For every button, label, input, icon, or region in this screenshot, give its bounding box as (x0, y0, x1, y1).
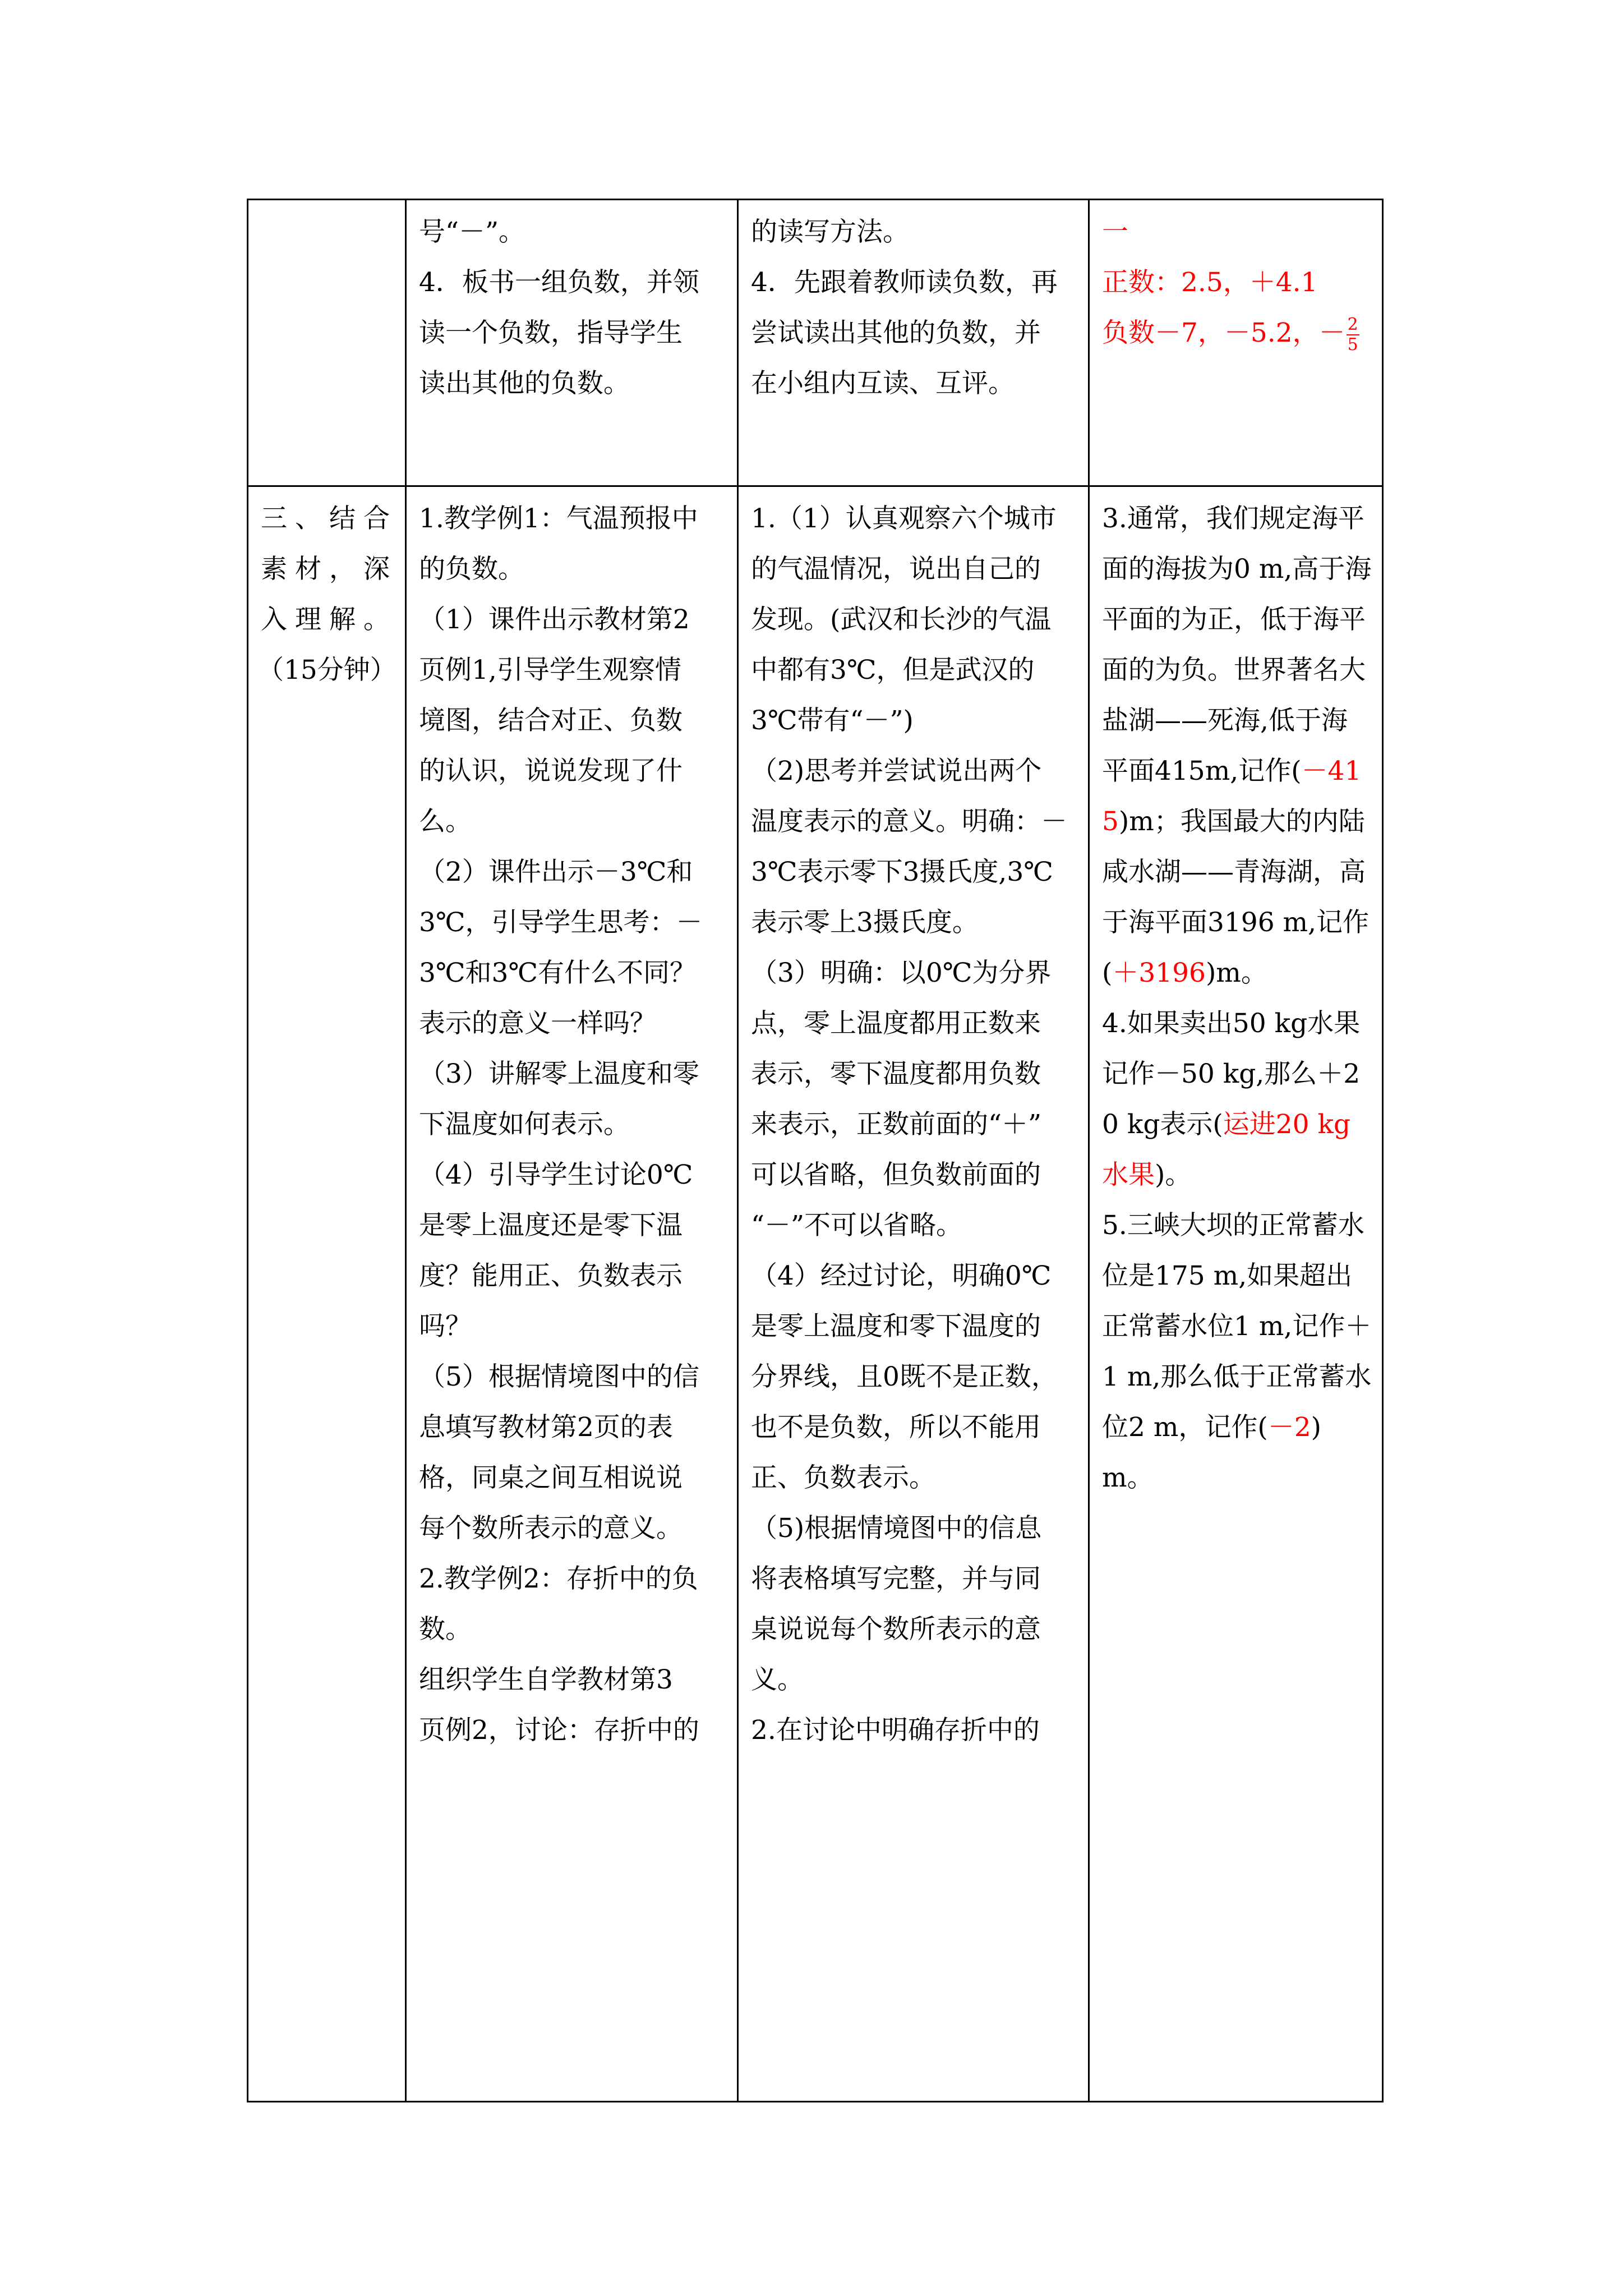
answer-text: ＋3196 (1112, 958, 1206, 988)
fraction-denominator: 5 (1347, 335, 1358, 355)
text-line: 可以省略，但负数前面的 (751, 1159, 1041, 1190)
text-line: 将表格填写完整，并与同 (751, 1563, 1041, 1594)
text-line: 分界线，且0既不是正数， (751, 1361, 1058, 1392)
stage-duration: （15分钟） (257, 655, 396, 685)
text-line: 页例2，讨论：存折中的 (419, 1715, 699, 1746)
text-line: 3℃表示零下3摄氏度,3℃ (751, 857, 1053, 887)
text-line: （4）经过讨论，明确0℃ (751, 1260, 1052, 1291)
text-line: 下温度如何表示。 (419, 1109, 630, 1140)
positive-label: 正数： (1102, 267, 1181, 298)
text-line: 表示零上3摄氏度。 (751, 907, 979, 938)
answer-text: －415 (1102, 756, 1362, 837)
text-line: 是零上温度和零下温度的 (751, 1311, 1041, 1342)
text-line: 是零上温度还是零下温 (419, 1210, 683, 1241)
text-line: 桌说说每个数所表示的意 (751, 1614, 1041, 1645)
text-line: （3）讲解零上温度和零 (419, 1059, 699, 1089)
text-line: 数。 (419, 1614, 472, 1645)
text-line: 也不是负数，所以不能用 (751, 1412, 1041, 1443)
text-line: 表示的意义一样吗？ (419, 1008, 656, 1039)
student-activity-cell (738, 486, 1089, 2102)
negative-numbers-line (1102, 308, 1374, 358)
fraction (1347, 315, 1359, 355)
text-line: 页例1,引导学生观察情 (419, 655, 681, 685)
exercise-text: )m；我国最大的内陆咸水湖——青海湖，高于海平面3196 m,记作( (1102, 806, 1370, 988)
text-line: 在小组内互读、互评。 (751, 368, 1015, 399)
text-line: 温度表示的意义。明确：－ (751, 806, 1067, 837)
text-line: 的认识，说说发现了什 (419, 756, 683, 786)
text-line: 吗？ (419, 1311, 472, 1342)
table-row (248, 200, 1383, 486)
text-line: 2.在讨论中明确存折中的 (751, 1715, 1040, 1746)
text-line: 3℃，引导学生思考：－ (419, 907, 703, 938)
text-line: 1.教学例1：气温预报中 (419, 503, 698, 534)
text-line: （4）引导学生讨论0℃ (419, 1159, 693, 1190)
text-line: 3℃和3℃有什么不同？ (419, 958, 696, 988)
exercise-text: )m。 (1102, 1412, 1321, 1493)
text-line: 格，同桌之间互相说说 (419, 1462, 683, 1493)
exercise-5 (1102, 1200, 1372, 1503)
text-line: （5)根据情境图中的信息 (751, 1513, 1042, 1544)
exercise-cell (1089, 200, 1383, 486)
answer-text: 运进20 kg水果 (1102, 1109, 1351, 1190)
text-line: 组织学生自学教材第3 (419, 1664, 673, 1695)
text-line: 2.教学例2：存折中的负 (419, 1563, 698, 1594)
table-row (248, 486, 1383, 2102)
answer-text: －2 (1267, 1412, 1311, 1443)
exercise-text: 4.如果卖出50 kg水果记作－50 kg,那么＋20 kg表示( (1102, 1008, 1361, 1140)
positive-numbers-line (1102, 257, 1374, 308)
text-line: 来表示，正数前面的“＋” (751, 1109, 1042, 1140)
positive-values: 2.5，＋4.1 (1181, 267, 1318, 298)
text-line: 的气温情况，说出自己的 (751, 554, 1041, 585)
text-line: 3℃带有“－”) (751, 705, 914, 736)
exercise-text: 3.通常，我们规定海平面的海拔为0 m,高于海平面的为正，低于海平面的为负。世界著名大盐湖——死海,低于海平面415m,记作( (1102, 503, 1372, 786)
stage-cell-empty (248, 200, 406, 486)
exercise-text: )m。 (1205, 958, 1267, 988)
teacher-activity-cell (406, 486, 738, 2102)
text-line: （5）根据情境图中的信 (419, 1361, 699, 1392)
exercise-text: )。 (1155, 1159, 1192, 1190)
text-line: （1）课件出示教材第2 (419, 604, 690, 635)
text-line: （3）明确：以0℃为分界 (751, 958, 1052, 988)
text-line: 息填写教材第2页的表 (419, 1412, 673, 1443)
text-line: 义。 (751, 1664, 804, 1695)
stage-title-line: 素材，深 (261, 554, 398, 585)
lesson-plan-table (247, 199, 1384, 2102)
text-line: 的读写方法。 (751, 217, 909, 247)
exercise-text: 5.三峡大坝的正常蓄水位是175 m,如果超出正常蓄水位1 m,记作＋1 m,那么低于正常蓄水位2 m，记作( (1102, 1210, 1372, 1443)
text-line: 4．先跟着教师读负数，再 (751, 267, 1058, 298)
teacher-activity-cell (406, 200, 738, 486)
text-line: 点，零上温度都用正数来 (751, 1008, 1041, 1039)
text-line: “－”不可以省略。 (751, 1210, 963, 1241)
negative-label: 负数 (1102, 318, 1155, 348)
stage-title-line: 入理解。 (261, 604, 398, 635)
text-line: 么。 (419, 806, 472, 837)
text-line: 的负数。 (419, 554, 524, 585)
fraction-numerator: 2 (1347, 315, 1358, 334)
stage-cell (248, 486, 406, 2102)
exercise-4 (1102, 999, 1372, 1200)
text-line: 尝试读出其他的负数，并 (751, 318, 1041, 348)
student-activity-cell (738, 200, 1089, 486)
text-line: 每个数所表示的意义。 (419, 1513, 683, 1544)
text-line: 发现。(武汉和长沙的气温 (751, 604, 1052, 635)
negative-values: －7，－5.2，－ (1155, 318, 1345, 348)
text-line: 1.（1）认真观察六个城市 (751, 503, 1057, 534)
stage-title-line: 三、结合 (261, 503, 398, 534)
text-line: （2)思考并尝试说出两个 (751, 756, 1042, 786)
exercise-cell (1089, 486, 1383, 2102)
text-line: 表示，零下温度都用负数 (751, 1059, 1041, 1089)
text-line: 中都有3℃，但是武汉的 (751, 655, 1035, 685)
text-line: 境图，结合对正、负数 (419, 705, 683, 736)
text-line: 正、负数表示。 (751, 1462, 935, 1493)
answer-text: 一 (1102, 217, 1128, 247)
text-line: 4．板书一组负数，并领 (419, 267, 699, 298)
exercise-3 (1102, 494, 1372, 999)
text-line: （2）课件出示－3℃和 (419, 857, 693, 887)
text-line: 读出其他的负数。 (419, 368, 630, 399)
text-line: 读一个负数，指导学生 (419, 318, 683, 348)
text-line: 度？能用正、负数表示 (419, 1260, 683, 1291)
text-line: 号“－”。 (419, 217, 525, 247)
